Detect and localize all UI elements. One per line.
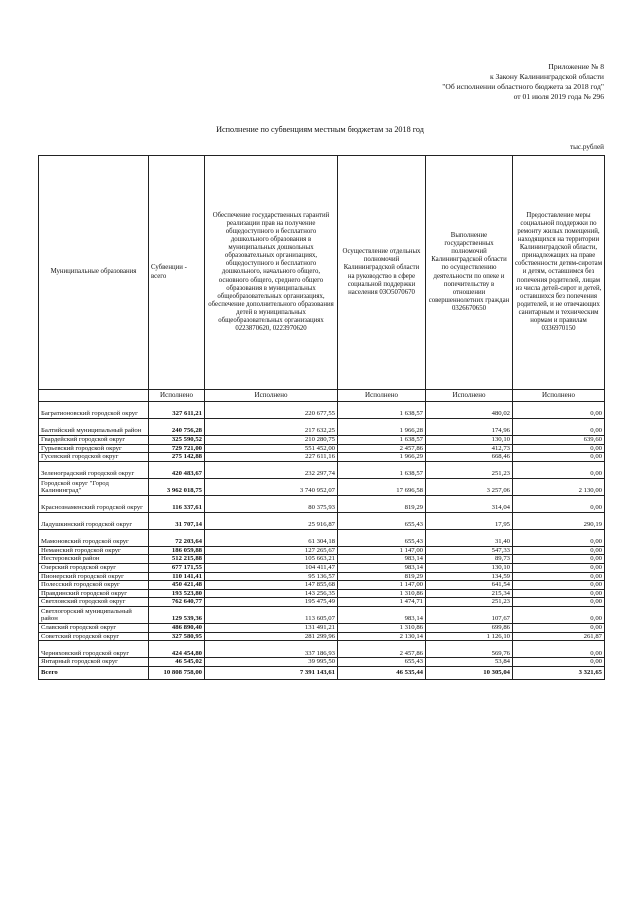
total-cell: 424 454,80	[149, 641, 205, 658]
guardianship-cell: 699,86	[426, 623, 513, 632]
housing-repair-cell: 0,00	[513, 453, 605, 462]
guardianship-cell: 641,54	[426, 581, 513, 590]
table-row	[39, 632, 605, 641]
subheader-cell: Исполнено	[149, 390, 205, 402]
subheader-cell: Исполнено	[205, 390, 338, 402]
education-cell: 3 740 952,07	[205, 478, 338, 495]
total-cell: 3 962 018,75	[149, 478, 205, 495]
table-row	[39, 436, 605, 445]
total-cell: 116 337,61	[149, 495, 205, 512]
social-support-cell: 1 310,86	[338, 623, 426, 632]
municipality-cell: Полесский городской округ	[39, 581, 149, 590]
table-row	[39, 555, 605, 564]
guardianship-cell: 89,73	[426, 555, 513, 564]
housing-repair-cell: 0,00	[513, 419, 605, 436]
column-header-total: Субвенции - всего	[149, 156, 205, 390]
municipality-cell: Ладушкинский городской округ	[39, 512, 149, 529]
total-cell: 420 483,67	[149, 461, 205, 478]
education-cell: 61 304,18	[205, 529, 338, 546]
education-cell: 337 186,93	[205, 641, 338, 658]
table-row	[39, 572, 605, 581]
table-row	[39, 529, 605, 546]
table-row	[39, 623, 605, 632]
social-support-cell: 2 457,86	[338, 444, 426, 453]
table-row	[39, 512, 605, 529]
social-support-cell: 1 147,00	[338, 546, 426, 555]
guardianship-cell: 314,04	[426, 495, 513, 512]
total-cell: 110 141,41	[149, 572, 205, 581]
education-cell: 127 265,67	[205, 546, 338, 555]
municipality-cell: Багратионовский городской округ	[39, 402, 149, 419]
appendix-date: от 01 июля 2019 года № 296	[513, 92, 604, 101]
total-cell: 72 203,64	[149, 529, 205, 546]
units-label: тыс.рублей	[569, 143, 604, 151]
social-support-total-cell: 46 535,44	[338, 666, 426, 679]
social-support-cell: 1 474,71	[338, 598, 426, 607]
education-cell: 95 136,57	[205, 572, 338, 581]
housing-repair-cell: 0,00	[513, 444, 605, 453]
total-label-cell: Всего	[39, 666, 149, 679]
municipality-cell: Черняховский городской округ	[39, 641, 149, 658]
guardianship-cell: 251,23	[426, 461, 513, 478]
education-total-cell: 7 391 143,61	[205, 666, 338, 679]
table-row	[39, 598, 605, 607]
education-cell: 147 855,68	[205, 581, 338, 590]
education-cell: 551 452,00	[205, 444, 338, 453]
housing-repair-cell: 639,60	[513, 436, 605, 445]
education-cell: 143 256,35	[205, 589, 338, 598]
municipality-cell: Городской округ "Город Калининград"	[39, 478, 149, 495]
social-support-cell: 17 696,58	[338, 478, 426, 495]
total-cell: 31 707,14	[149, 512, 205, 529]
table-row	[39, 641, 605, 658]
education-cell: 25 916,87	[205, 512, 338, 529]
guardianship-cell: 174,96	[426, 419, 513, 436]
guardianship-cell: 480,02	[426, 402, 513, 419]
total-cell: 193 523,80	[149, 589, 205, 598]
guardianship-cell: 17,95	[426, 512, 513, 529]
social-support-cell: 819,29	[338, 572, 426, 581]
total-cell: 325 590,52	[149, 436, 205, 445]
housing-repair-cell: 290,19	[513, 512, 605, 529]
social-support-cell: 1 638,57	[338, 402, 426, 419]
subheader-cell: Исполнено	[426, 390, 513, 402]
housing-repair-cell: 0,00	[513, 563, 605, 572]
housing-repair-cell: 0,00	[513, 589, 605, 598]
appendix-law-title: "Об исполнении областного бюджета за 2018 год"	[442, 82, 604, 91]
municipality-cell: Зеленоградский городской округ	[39, 461, 149, 478]
column-header-guardianship: Выполнение государственных полномочий Калининградской области по осуществлению деятельности по опеке и попечительству в отношении совершеннолетних граждан 0326670650	[426, 156, 513, 390]
guardianship-cell: 569,76	[426, 641, 513, 658]
column-header-social-support: Осуществление отдельных полномочий Калининградской области на руководство в сфере социальной поддержки населения 03О5070670	[338, 156, 426, 390]
housing-repair-cell: 0,00	[513, 581, 605, 590]
subheader-cell: Исполнено	[338, 390, 426, 402]
appendix-number: Приложение № 8	[548, 62, 604, 71]
housing-repair-cell: 0,00	[513, 606, 605, 623]
table-row	[39, 589, 605, 598]
guardianship-cell: 130,10	[426, 436, 513, 445]
total-cell: 450 421,48	[149, 581, 205, 590]
total-cell: 486 890,40	[149, 623, 205, 632]
guardianship-cell: 107,67	[426, 606, 513, 623]
municipality-cell: Славский городской округ	[39, 623, 149, 632]
total-cell: 129 539,36	[149, 606, 205, 623]
municipality-cell: Светловский городской округ	[39, 598, 149, 607]
social-support-cell: 2 457,86	[338, 641, 426, 658]
guardianship-cell: 3 257,06	[426, 478, 513, 495]
table-row	[39, 546, 605, 555]
social-support-cell: 1 147,00	[338, 581, 426, 590]
guardianship-cell: 412,73	[426, 444, 513, 453]
municipality-cell: Пионерский городской округ	[39, 572, 149, 581]
municipality-cell: Советский городской округ	[39, 632, 149, 641]
table-row	[39, 478, 605, 495]
education-cell: 39 995,50	[205, 658, 338, 667]
column-header-education: Обеспечение государственных гарантий реализации прав на получение общедоступного и бесплатного дошкольного образования в муниципальных дошкольных образовательных организациях, общедоступного и бесплатного дошкольного, начального общего, основного общего, среднего общего образования в муниципальных общеобразовательных организациях, обеспечение дополнительного образования детей в муниципальных общеобразовательных организациях 0223870620, 0223970620	[205, 156, 338, 390]
housing-repair-cell: 0,00	[513, 658, 605, 667]
social-support-cell: 1 638,57	[338, 461, 426, 478]
education-cell: 104 411,47	[205, 563, 338, 572]
subheader-cell: Исполнено	[513, 390, 605, 402]
table-row	[39, 419, 605, 436]
housing-repair-cell: 0,00	[513, 546, 605, 555]
housing-repair-cell: 261,87	[513, 632, 605, 641]
total-cell: 46 545,02	[149, 658, 205, 667]
municipality-cell: Нестеровский район	[39, 555, 149, 564]
housing-repair-cell: 0,00	[513, 572, 605, 581]
guardianship-total-cell: 10 305,04	[426, 666, 513, 679]
table-row	[39, 402, 605, 419]
social-support-cell: 1 638,57	[338, 436, 426, 445]
total-cell: 327 611,21	[149, 402, 205, 419]
social-support-cell: 819,29	[338, 495, 426, 512]
table-row	[39, 563, 605, 572]
guardianship-cell: 53,84	[426, 658, 513, 667]
table-row	[39, 461, 605, 478]
total-cell: 512 215,88	[149, 555, 205, 564]
social-support-cell: 655,43	[338, 512, 426, 529]
total-row	[39, 666, 605, 679]
municipality-cell: Краснознаменский городской округ	[39, 495, 149, 512]
municipality-cell: Балтийский муниципальный район	[39, 419, 149, 436]
total-cell: 240 756,28	[149, 419, 205, 436]
guardianship-cell: 1 126,10	[426, 632, 513, 641]
table-row	[39, 581, 605, 590]
housing-repair-cell: 0,00	[513, 495, 605, 512]
municipality-cell: Гурьевский городской округ	[39, 444, 149, 453]
table-row	[39, 606, 605, 623]
municipality-cell: Гвардейский городской округ	[39, 436, 149, 445]
subheader-cell	[39, 390, 149, 402]
guardianship-cell: 251,23	[426, 598, 513, 607]
education-cell: 227 611,16	[205, 453, 338, 462]
guardianship-cell: 547,33	[426, 546, 513, 555]
column-header-municipality: Муниципальные образования	[39, 156, 149, 390]
guardianship-cell: 31,40	[426, 529, 513, 546]
education-cell: 232 297,74	[205, 461, 338, 478]
total-cell: 186 059,88	[149, 546, 205, 555]
table-row	[39, 453, 605, 462]
housing-repair-total-cell: 3 321,65	[513, 666, 605, 679]
municipality-cell: Мамоновский городской округ	[39, 529, 149, 546]
social-support-cell: 1 310,86	[338, 589, 426, 598]
social-support-cell: 1 966,28	[338, 419, 426, 436]
column-header-housing-repair: Предоставление меры социальной поддержки по ремонту жилых помещений, находящихся на территории Калининградской области, принадлежащих на праве собственности детям-сиротам и детям, оставшимся без попечения родителей, лицам из числа детей-сирот и детей, оставшихся без попечения родителей, и не отвечающих санитарным и техническим нормам и правилам 0336970150	[513, 156, 605, 390]
education-cell: 217 632,25	[205, 419, 338, 436]
table-subheader-row	[39, 390, 605, 402]
education-cell: 281 299,96	[205, 632, 338, 641]
total-cell: 677 171,55	[149, 563, 205, 572]
total-cell: 275 142,88	[149, 453, 205, 462]
guardianship-cell: 134,59	[426, 572, 513, 581]
table-header-row	[39, 156, 605, 390]
education-cell: 131 491,21	[205, 623, 338, 632]
municipality-cell: Правдинский городской округ	[39, 589, 149, 598]
table-row	[39, 658, 605, 667]
housing-repair-cell: 0,00	[513, 555, 605, 564]
appendix-law: к Закону Калининградской области	[489, 72, 604, 81]
municipality-cell: Янтарный городской округ	[39, 658, 149, 667]
education-cell: 105 663,21	[205, 555, 338, 564]
subventions-table	[38, 155, 605, 680]
total-cell: 729 721,00	[149, 444, 205, 453]
table-row	[39, 444, 605, 453]
municipality-cell: Неманский городской округ	[39, 546, 149, 555]
education-cell: 113 605,07	[205, 606, 338, 623]
table-body	[39, 402, 605, 680]
social-support-cell: 983,14	[338, 563, 426, 572]
social-support-cell: 655,43	[338, 529, 426, 546]
housing-repair-cell: 0,00	[513, 598, 605, 607]
social-support-cell: 983,14	[338, 555, 426, 564]
guardianship-cell: 668,46	[426, 453, 513, 462]
social-support-cell: 655,43	[338, 658, 426, 667]
housing-repair-cell: 0,00	[513, 461, 605, 478]
social-support-cell: 983,14	[338, 606, 426, 623]
education-cell: 80 375,93	[205, 495, 338, 512]
total-cell: 762 640,77	[149, 598, 205, 607]
housing-repair-cell: 0,00	[513, 402, 605, 419]
housing-repair-cell: 2 130,00	[513, 478, 605, 495]
housing-repair-cell: 0,00	[513, 623, 605, 632]
social-support-cell: 2 130,14	[338, 632, 426, 641]
municipality-cell: Гусевский городской округ	[39, 453, 149, 462]
municipality-cell: Озерский городской округ	[39, 563, 149, 572]
appendix-header	[442, 62, 604, 102]
municipality-cell: Светлогорский муниципальный район	[39, 606, 149, 623]
housing-repair-cell: 0,00	[513, 529, 605, 546]
table-row	[39, 495, 605, 512]
guardianship-cell: 215,34	[426, 589, 513, 598]
education-cell: 210 280,75	[205, 436, 338, 445]
document-title: Исполнение по субвенциям местным бюджетам за 2018 год	[216, 125, 424, 134]
guardianship-cell: 130,10	[426, 563, 513, 572]
grand-total-cell: 10 808 758,00	[149, 666, 205, 679]
social-support-cell: 1 966,29	[338, 453, 426, 462]
total-cell: 327 580,95	[149, 632, 205, 641]
housing-repair-cell: 0,00	[513, 641, 605, 658]
education-cell: 220 677,55	[205, 402, 338, 419]
education-cell: 195 475,49	[205, 598, 338, 607]
